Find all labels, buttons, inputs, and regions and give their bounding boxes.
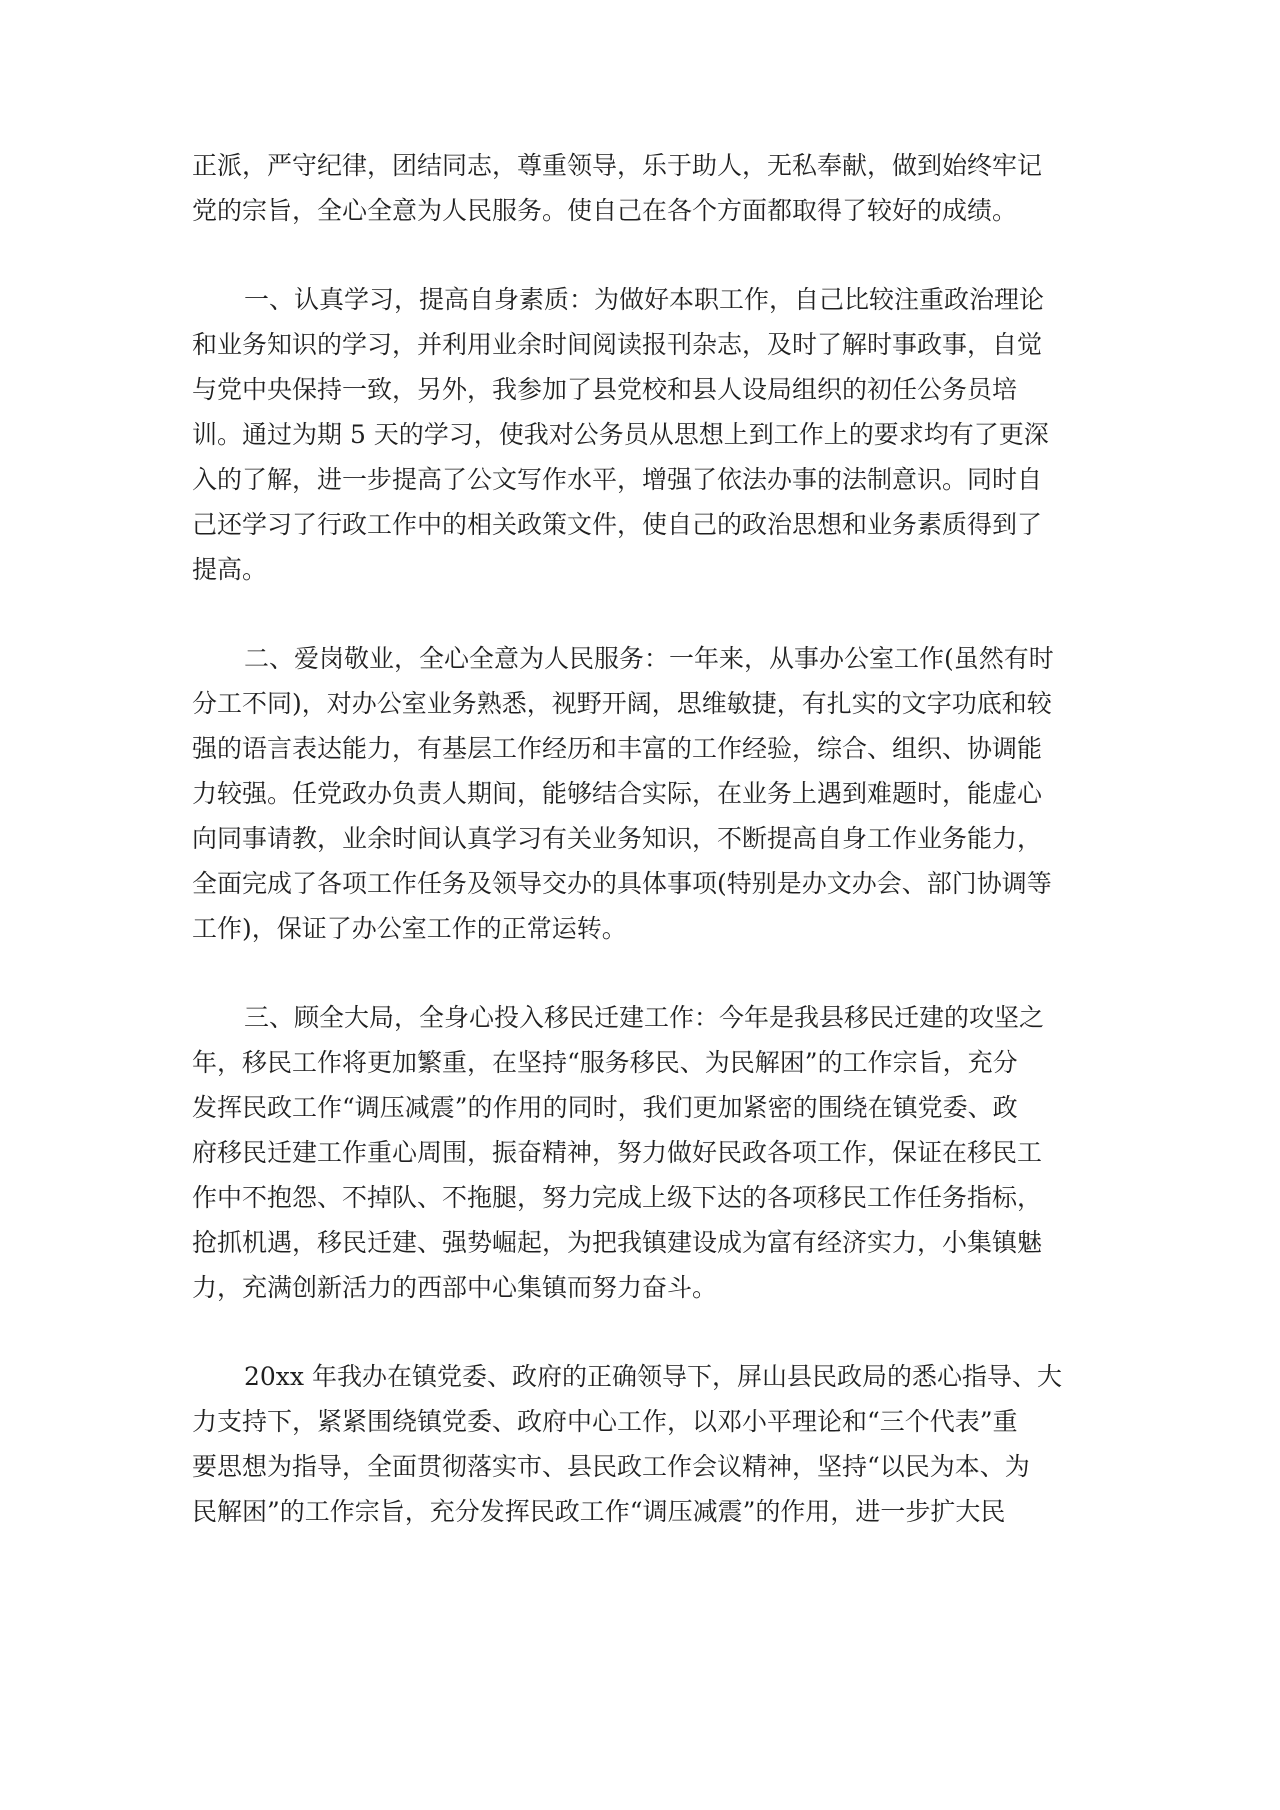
text-line: 抢抓机遇，移民迁建、强势崛起，为把我镇建设成为富有经济实力，小集镇魅 xyxy=(192,1228,1043,1257)
paragraph-annual-summary xyxy=(192,1354,1092,1534)
text-line: 民解困”的工作宗旨，充分发挥民政工作“调压减震”的作用，进一步扩大民 xyxy=(192,1497,1006,1526)
text-line: 提高。 xyxy=(192,555,268,584)
text-line: 力支持下，紧紧围绕镇党委、政府中心工作，以邓小平理论和“三个代表”重 xyxy=(192,1407,1018,1436)
text-line: 和业务知识的学习，并利用业余时间阅读报刊杂志，及时了解时事政事，自觉 xyxy=(192,330,1043,359)
text-line: 力较强。任党政办负责人期间，能够结合实际，在业务上遇到难题时，能虚心 xyxy=(192,779,1043,808)
text-line: 要思想为指导，全面贯彻落实市、县民政工作会议精神，坚持“以民为本、为 xyxy=(192,1452,1030,1481)
text-line: 20xx 年我办在镇党委、政府的正确领导下，屏山县民政局的悉心指导、大 xyxy=(244,1362,1062,1391)
text-line: 二、爱岗敬业，全心全意为人民服务：一年来，从事办公室工作(虽然有时 xyxy=(244,644,1054,673)
text-line: 工作)，保证了办公室工作的正常运转。 xyxy=(192,914,627,943)
document-body xyxy=(192,143,1092,1578)
text-line: 年，移民工作将更加繁重，在坚持“服务移民、为民解困”的工作宗旨，充分 xyxy=(192,1048,1018,1077)
text-line: 全面完成了各项工作任务及领导交办的具体事项(特别是办文办会、部门协调等 xyxy=(192,869,1052,898)
text-line: 发挥民政工作“调压减震”的作用的同时，我们更加紧密的围绕在镇党委、政 xyxy=(192,1093,1018,1122)
text-line: 强的语言表达能力，有基层工作经历和丰富的工作经验，综合、组织、协调能 xyxy=(192,734,1043,763)
paragraph-relocation xyxy=(192,995,1092,1310)
text-line: 与党中央保持一致，另外，我参加了县党校和县人设局组织的初任公务员培 xyxy=(192,375,1018,404)
text-line: 入的了解，进一步提高了公文写作水平，增强了依法办事的法制意识。同时自 xyxy=(192,465,1043,494)
text-line: 府移民迁建工作重心周围，振奋精神，努力做好民政各项工作，保证在移民工 xyxy=(192,1138,1043,1167)
text-line: 一、认真学习，提高自身素质：为做好本职工作，自己比较注重政治理论 xyxy=(244,285,1045,314)
paragraph-study xyxy=(192,277,1092,592)
paragraph-intro xyxy=(192,143,1092,233)
text-line: 向同事请教，业余时间认真学习有关业务知识，不断提高自身工作业务能力， xyxy=(192,824,1043,853)
text-line: 训。通过为期 5 天的学习，使我对公务员从思想上到工作上的要求均有了更深 xyxy=(192,420,1049,449)
text-line: 己还学习了行政工作中的相关政策文件，使自己的政治思想和业务素质得到了 xyxy=(192,510,1043,539)
text-line: 力，充满创新活力的西部中心集镇而努力奋斗。 xyxy=(192,1273,718,1302)
text-line: 分工不同)，对办公室业务熟悉，视野开阔，思维敏捷，有扎实的文字功底和较 xyxy=(192,689,1052,718)
text-line: 党的宗旨，全心全意为人民服务。使自己在各个方面都取得了较好的成绩。 xyxy=(192,196,1018,225)
text-line: 作中不抱怨、不掉队、不拖腿，努力完成上级下达的各项移民工作任务指标， xyxy=(192,1183,1043,1212)
text-line: 正派，严守纪律，团结同志，尊重领导，乐于助人，无私奉献，做到始终牢记 xyxy=(192,151,1043,180)
paragraph-dedication xyxy=(192,636,1092,951)
text-line: 三、顾全大局，全身心投入移民迁建工作：今年是我县移民迁建的攻坚之 xyxy=(244,1003,1045,1032)
